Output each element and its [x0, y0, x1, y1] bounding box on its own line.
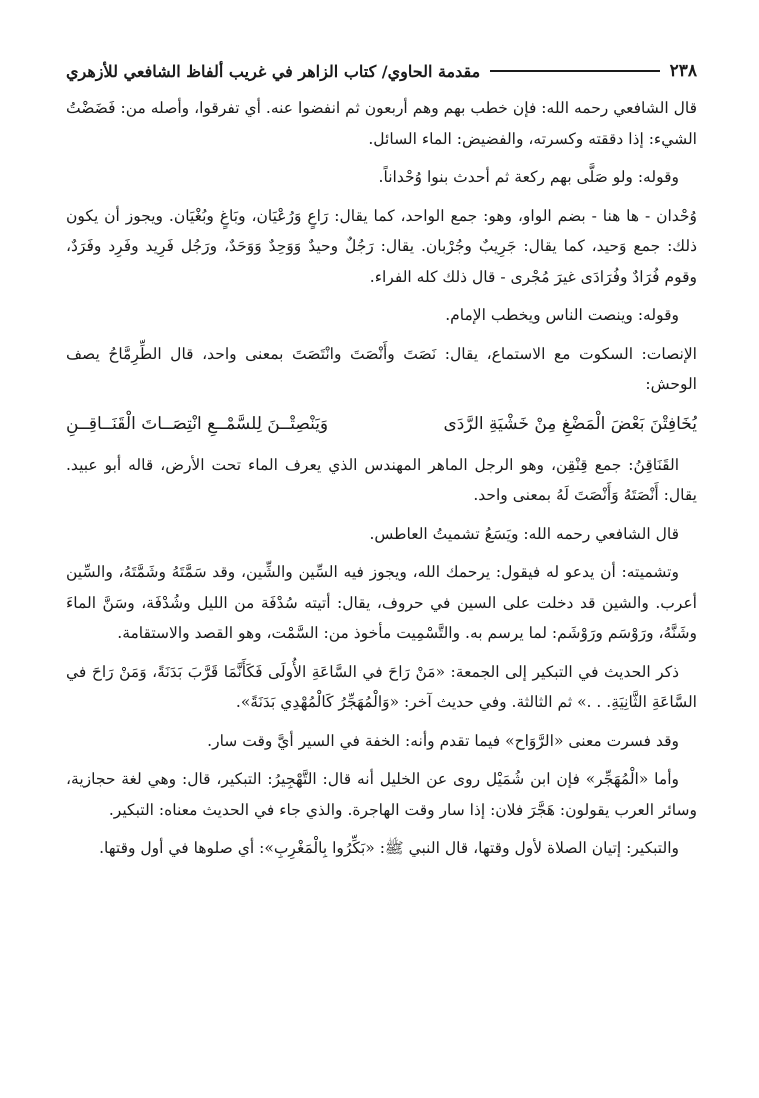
- paragraph-tashmit-quote: قال الشافعي رحمه الله: ويَسَعُ تشميتُ العاطس.: [369, 524, 679, 543]
- paragraph-tabkir-definition: والتبكير: إتيان الصلاة لأول وقتها، قال النبي ﷺ: «بَكِّرُوا بِالْمَغْرِبِ»: أي صلوها في أول وقتها.: [99, 839, 679, 857]
- verse-second-hemistich: وَيَنْصِتْــنَ لِلسَّمْــعِ انْتِصَــاتَ الْقَنَــاقِــنِ: [66, 413, 329, 434]
- paragraph-tashmit-explanation: وتشميته: أن يدعو له فيقول: يرحمك الله، ويجوز فيه السِّين والشِّين، وقد سَمَّتَهُ وشَمَّتَهُ، والسِّين أعرب. والشين قد دخلت على السين في حروف، يقال: أتيته سُدْفَة من الليل وشُدْفَة، وسَنَّ الماءَ وشَنَّهُ، ورَوْسَم ورَوْشَم: لما يرسم به. والتَّسْمِيت مأخوذ من: السَّمْت، وهو القصد والاستقامة.: [66, 563, 697, 642]
- page-header: [66, 56, 697, 86]
- paragraph-hadith-tabkir: ذكر الحديث في التبكير إلى الجمعة: «مَنْ رَاحَ في السَّاعَةِ الأُولَى فَكَأَنَّمَا قَرَّبَ بَدَنَةً، وَمَنْ رَاحَ في السَّاعَةِ الثَّانِيَةِ. . .» ثم الثالثة. وفي حديث آخر: «وَالْمُهَجِّرُ كَالْمُهْدِي بَدَنَةً».: [66, 662, 697, 711]
- paragraph-muhajjir: وأما «الْمُهَجِّر» فإن ابن شُمَيْل روى عن الخليل أنه قال: التَّهْجِيرُ: التبكير، قال: وهي لغة حجازية، وسائر العرب يقولون: هَجَّرَ فلان: إذا سار وقت الهاجرة. والذي جاء في الحديث معناه: التبكير.: [66, 770, 697, 819]
- paragraph-insat-quote: وقوله: وينصت الناس ويخطب الإمام.: [445, 306, 679, 324]
- header-rule: [490, 70, 659, 72]
- paragraph-rawah: وقد فسرت معنى «الرَّوَاح» فيما تقدم وأنه: الخفة في السير أيَّ وقت سار.: [207, 731, 679, 750]
- paragraph-shafii-khutba: قال الشافعي رحمه الله: فإن خطب بهم وهم أربعون ثم انفضوا عنه. أي تفرقوا، وأصله من: فَضَضْتُ الشيء: إذا دققته وكسرته، والفضيض: الماء السائل.: [66, 99, 697, 148]
- body-text: [66, 93, 697, 1080]
- paragraph-wuhdan-quote: وقوله: ولو صَلَّى بهم ركعة ثم أحدث بنوا وُحْداناً.: [378, 168, 679, 186]
- paragraph-insat-explanation: الإنصات: السكوت مع الاستماع، يقال: نَصَتَ وأَنْصَتَ وانْتَصَتَ بمعنى واحد، قال الطِّرِمَّاحُ يصف الوحش:: [66, 344, 697, 393]
- running-title: مقدمة الحاوي/ كتاب الزاهر في غريب ألفاظ الشافعي للأزهري: [66, 61, 481, 81]
- page-number: ٢٣٨: [669, 61, 697, 81]
- poetry-verse: [66, 408, 697, 440]
- verse-first-hemistich: يُخَافِتْنَ بَعْضَ الْمَضْغِ مِنْ خَشْيَةِ الرَّدَى: [443, 413, 697, 434]
- paragraph-wuhdan-explanation: وُحْدان - ها هنا - بضم الواو، وهو: جمع الواحد، كما يقال: رَاعٍ وَرُعْيَان، وبَاغٍ وبُغْيَان. ويجوز أن يكون ذلك: جمع وَحيد، كما يقال: جَرِيبٌ وجُرْبان. يقال: رَجُلٌ وحيدٌ وَوَحِدٌ وَوَحَدٌ، ورَجُل فَرِيد وفَرِد وفَرَدٌ، وقوم فُرَادٌ وفُرَادَى غيرَ مُجْرى - قال ذلك كله الفراء.: [66, 206, 697, 286]
- paragraph-qanaqin: القَنَاقِنُ: جمع قِنْقِن، وهو الرجل الماهر المهندس الذي يعرف الماء تحت الأرض، قاله أبو عبيد. يقال: أَنْصَتَهُ وَأَنْصَتَ لَهُ بمعنى واحد.: [66, 455, 697, 504]
